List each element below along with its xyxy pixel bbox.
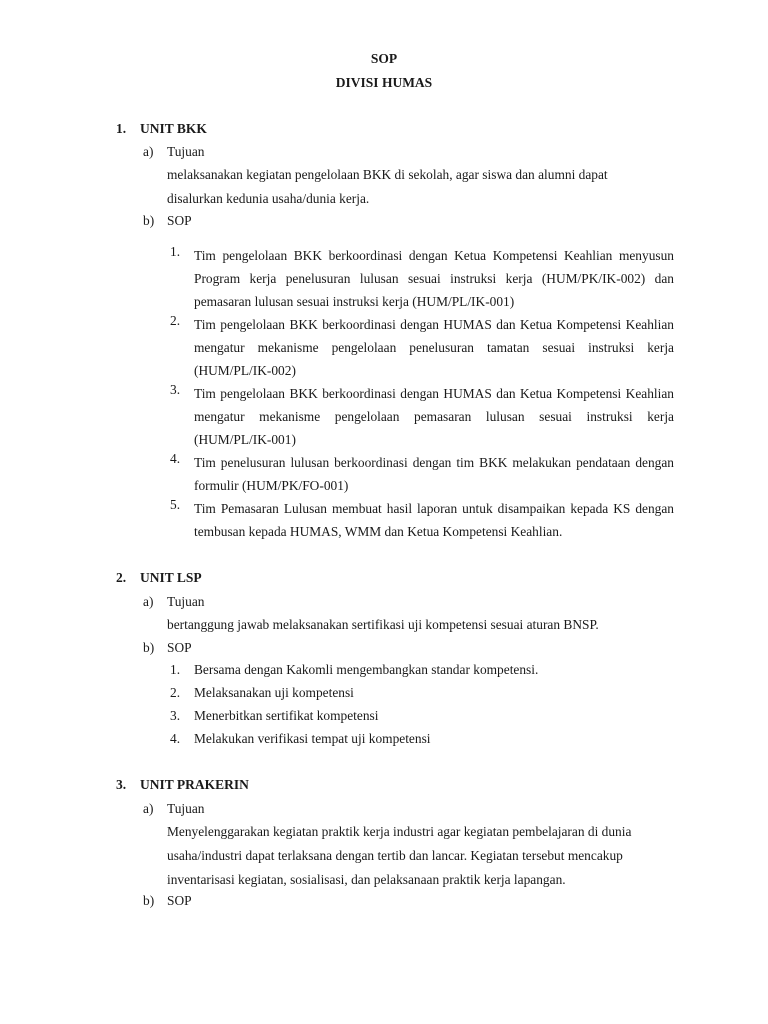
subheading-sop-bkk: b) SOP	[143, 213, 192, 228]
list-item: 5. Tim Pemasaran Lulusan membuat hasil laporan untuk disampaikan kepada KS dengan tembusan kepada HUMAS, WMM dan Ketua Kompetensi Keahlian.	[170, 497, 674, 539]
list-item: 2. Melaksanakan uji kompetensi	[170, 685, 354, 700]
list-item: 3. Menerbitkan sertifikat kompetensi	[170, 708, 379, 723]
list-item: 3. Tim pengelolaan BKK berkoordinasi dengan HUMAS dan Ketua Kompetensi Keahlian mengatur mekanisme pengelolaan pemasaran lulusan sesuai instruksi kerja (HUM/PL/IK-001)	[170, 382, 674, 447]
subheading-tujuan-prakerin: a) Tujuan	[143, 801, 205, 816]
tujuan-text-prakerin: Menyelenggarakan kegiatan praktik kerja industri agar kegiatan pembelajaran di dunia usaha/industri dapat terlaksana dengan tertib dan lancar. Kegiatan tersebut mencakup inventarisasi kegiatan, sosialisasi, dan pelaksanaan praktik kerja lapangan.	[167, 824, 632, 887]
subheading-tujuan-bkk: a) Tujuan	[143, 144, 205, 159]
document-subtitle: DIVISI HUMAS	[335, 75, 433, 90]
tujuan-text-lsp: bertanggung jawab melaksanakan sertifikasi uji kompetensi sesuai aturan BNSP.	[167, 617, 599, 632]
section-heading-prakerin: 3. UNIT PRAKERIN	[116, 777, 249, 792]
section-heading-lsp: 2. UNIT LSP	[116, 570, 202, 585]
section-heading-bkk: 1. UNIT BKK	[116, 121, 207, 136]
list-item: 4. Melakukan verifikasi tempat uji kompetensi	[170, 731, 431, 746]
list-item: 2. Tim pengelolaan BKK berkoordinasi dengan HUMAS dan Ketua Kompetensi Keahlian mengatur mekanisme pengelolaan penelusuran tamatan sesuai instruksi kerja (HUM/PL/IK-002)	[170, 313, 674, 378]
list-item: 1. Bersama dengan Kakomli mengembangkan standar kompetensi.	[170, 662, 539, 677]
list-item: 1. Tim pengelolaan BKK berkoordinasi dengan Ketua Kompetensi Keahlian menyusun Program kerja penelusuran lulusan sesuai instruksi kerja (HUM/PK/IK-002) dan pemasaran lulusan sesuai instruksi kerja (HUM/PL/IK-001)	[170, 244, 674, 309]
document-title: SOP	[370, 51, 398, 66]
tujuan-text-bkk: melaksanakan kegiatan pengelolaan BKK di sekolah, agar siswa dan alumni dapat disalurkan kedunia usaha/dunia kerja.	[167, 167, 608, 206]
sop-list-lsp	[170, 658, 674, 750]
subheading-tujuan-lsp: a) Tujuan	[143, 594, 205, 609]
subheading-sop-lsp: b) SOP	[143, 640, 192, 655]
subheading-sop-prakerin: b) SOP	[143, 893, 192, 908]
sop-list-bkk	[170, 244, 674, 543]
list-item: 4. Tim penelusuran lulusan berkoordinasi dengan tim BKK melakukan pendataan dengan formulir (HUM/PK/FO-001)	[170, 451, 674, 493]
